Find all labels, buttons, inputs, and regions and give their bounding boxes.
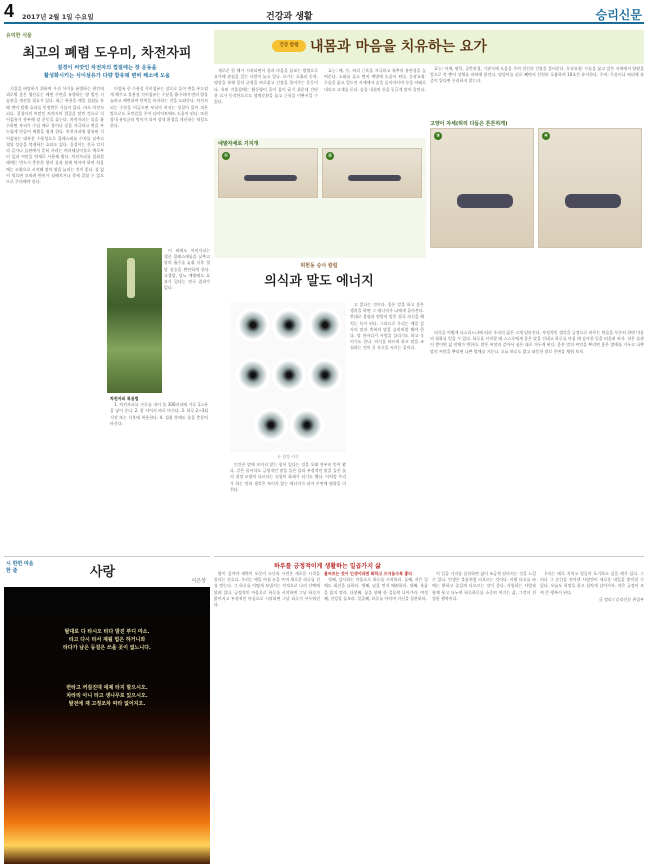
subhead: 차전자피 복용법 <box>110 396 139 401</box>
article-body: 지질을 바탕하기 위하여 우선 식이를 유방하는 편인데 괴로워 좋은 엽산류는 배변 주변을 유방하는 방 법인 식습관을 개선할 필요가 있다. 최근 복용을 매일 섭취를 통해 변비 탈출 효과를 인정받은 식물이 있다. 바로 차전자피다. 질경이의 씨앗인 차전자의 껍질을 말린 것으로 식이섬유가 풍부해 장 운동을 돕는다. 차전자피는 물을 흡수하면 부피가 수십 배로 불어나 장을 자극하고 변을 부드럽게 만들어 배출을 쉽게 한다. 차전자피에 함유된 식이섬유는 대부분 수용성으로 콜레스테롤 수치를 낮추고 혈당 상승을 억제하는 효과도 있다. 질경이는 전국 각지의 길가나 들판에서 흔히 자라는 여러해살이풀로 예로부터 잎과 씨앗을 약재로 사용해 왔다. 차전자피를 섭취할 때에는 반드시 충분한 양의 물과 함께 먹어야 하며 처음에는 소량으로 시작해 점차 양을 늘리는 것이 좋다. 물 없이 먹으면 오히려 변비가 심해지거나 목에 걸릴 수 있으므로 주의해야 한다. <box>6 86 104 185</box>
snowflake-image <box>308 308 342 342</box>
poem-line: 반타고 꺼질진대 애제 타지 말으시오. <box>66 685 148 691</box>
article-body: 불씨르는 것이 인생이라면 화하고 즈거움수록 좋다 첫째, 감사하는 마음으로 하루를 시작하라. 둘째, 작은 일에도 최선을 다하라. 셋째, 남을 먼저 배려하라. 넷째, 웃음을 잃지 말라. 다섯째, 꿈을 향해 한 걸음씩 나아가라. 여섯째, 건강을 돌보라. 일곱째, 하루를 마치며 자신을 칭찬하라. <box>324 571 428 601</box>
pose-label: 고양이 자세(허리 다듬은 튼튼하게) <box>430 121 508 127</box>
article-body: 인간은 말에 보이지 않는 힘이 있다는 것을 오래 전부터 믿어 왔다. 같은 물이라도 긍정적인 말을 들은 물과 부정적인 말을 들은 물의 결정 모양이 다르다는 실험이 화제가 되기도 했다. 이처럼 우리가 하는 말과 생각은 보이지 않는 에너지가 되어 주변에 영향을 미친다. <box>230 462 346 492</box>
plant-article <box>4 30 210 460</box>
poem-line: 탈전에 재 고정조차 따라 없어지오. <box>68 701 146 707</box>
yoga-photo <box>322 148 422 198</box>
snowflake-image <box>254 408 288 442</box>
column-badge: 건강 칼럼 <box>272 40 306 52</box>
article-subtitle: 활성화시키는 식이섬유가 다량 함유돼 변비 해소에 도움 <box>43 73 171 79</box>
article-body: 고 있다는 것이다. 좋은 말을 하고 좋은 생각을 하면 그 에너지가 나에게 돌아온다. 반대로 불평과 원망의 말은 결국 자신을 해치는 독이 된다. 그러므로 우리는 매일 감사의 말과 축복의 말을 습관처럼 해야 한다. 말 한마디가 사람을 살리기도 하고 죽이기도 한다. 의식을 바르게 하고 말을 조심하는 것이 곧 자신을 지키는 길이다. <box>350 302 424 351</box>
article-title: 최고의 폐렴 도우미, 차전자피 <box>22 46 192 61</box>
step-number: ③ <box>435 133 441 139</box>
poem-line: 탈대로 다 타시오 타다 말진 부디 마소. <box>64 629 150 635</box>
section-title: 건강과 생활 <box>266 12 313 22</box>
poem-line: 차라리 아니 타고 생나무로 있으시오. <box>66 693 148 699</box>
article-body: 새로운 한 해가 시작되면서 몸과 마음을 돌보는 방법으로 요가에 관심을 갖는 사람이 늘고 있다. 요가는 호흡과 동작, 명상을 통해 몸의 균형을 바로잡고 긴장을 풀어주는 운동이다. 특히 겨울철에는 활동량이 줄어 몸이 굳기 쉬운데 간단한 요가 동작만으로도 혈액순환을 돕고 근육을 이완시킬 수 있다. <box>214 68 318 105</box>
poem-label: 시 한편 마음 한 줄 <box>6 561 34 574</box>
article-subtitle: 질경이 씨앗인 차전자의 껍질에는 장 운동을 <box>57 65 157 71</box>
yoga-photo <box>218 148 318 198</box>
pose-label: 네발자세로 기지개 <box>218 141 259 147</box>
step-number: ② <box>327 153 333 159</box>
snowflake-photos <box>230 302 346 452</box>
snowflake-image <box>308 358 342 392</box>
masthead: 승리신문 <box>595 8 642 22</box>
step-number: ④ <box>543 133 549 139</box>
yoga-photo <box>430 128 534 248</box>
byline: 글 정리 / 승리신문 편집부 <box>598 596 644 602</box>
series-label: 허헌동 승사 칼럼 <box>300 263 338 269</box>
subhead: 불씨르는 것이 인생이라면 화하고 즈거움수록 좋다 <box>324 571 413 576</box>
snowflake-image <box>236 308 270 342</box>
yoga-pose-box <box>214 138 426 258</box>
article-body: 우리는 때로 지치고 힘들어 포기하고 싶을 때가 있다. 그러나 그 순간을 견뎌낸 사람만이 새로운 내일을 맞이할 수 있다. 오늘도 희망을 품고 힘차게 살아가자. 작은 긍정이 모여 큰 행복이 된다. 글 정리 / 승리신문 편집부 <box>540 571 644 602</box>
article-title: 의식과 말도 에너지 <box>264 274 374 289</box>
article-body: 이 일곱 가지를 실천하면 삶이 조금씩 달라지는 것을 느낄 수 있다. 인생은 불꽃처럼 타오르는 것이다. 이왕 타오를 바에는 환하고 즐겁게 타오르는 것이 좋다. 사랑하는 사람과 함께 웃고 나누며 하루하루를 소중히 여기는 삶, 그것이 진정한 행복이다. <box>432 571 536 601</box>
issue-date: 2017년 2월 1일 수요일 <box>22 13 94 21</box>
poem-author: 이은상 <box>191 578 206 584</box>
article-title: 하루를 긍정적이게 생활하는 일곱가지 삶 <box>274 563 381 570</box>
snowflake-image <box>290 408 324 442</box>
article-body: 이 외에도 차전자피는 혈중 콜레스테롤을 낮추고 당의 흡수를 늦춰 식후 혈당 상승을 완만하게 한다. 고혈압, 당뇨 예방에도 효과가 있다는 연구 결과가 있다. <box>164 248 210 291</box>
article-body: 효능: 어깨, 팔목, 골반관절, 기관지에 도움을 주며 전신의 긴장을 풀어준다. 동작요령: 무릎을 꿇고 앉은 자세에서 양팔을 앞으로 쭉 뻗어 상체를 바닥에 붙인다. 엉덩이를 뒤로 빼면서 천천히 호흡하며 10초간 유지한다. 주의: 무릎이나 허리에 통증이 있다면 무리하지 않는다. <box>430 66 644 84</box>
article-body: 이섬유 중 수용성 식이섬유는 장으로 들어 변을 부드럽게 해주고 불용성 식이섬유는 수분을 흡수하며 변의 양을 늘려고 배변하여 탄력을 유지하는 것을 도와준다. 차전자피는 수분을 머금으면 부피가 커지는 성질이 있어 적은 양으로도 포만감을 주어 다이어트에도 도움이 된다. 또한 장내 유익균의 먹이가 되어 장내 환경을 개선하는 역할도 한다. <box>110 86 208 129</box>
photo-caption: 눈 결정 사진 <box>277 454 299 459</box>
poem-title: 사랑 <box>90 565 116 580</box>
article-body: 차전자피 복용법 1. 차전자피를 가루를 내어 물 300미리에 가루 1스푼을 넣어 준다. 2. 잘 저어서 바로 마신다. 3. 하루 2~3회 식전 또는 식후에 복용한다. 4. 섭취 후에도 물을 충분히 마신다. <box>110 396 208 426</box>
snowflake-image <box>236 358 270 392</box>
article-body: 효능: 배, 등, 허리 근육을 자극하고 척추의 유연성을 높여준다. 소화를 돕고 변비 예방에 도움이 된다. 동작요령: 무릎을 꿇고 엎드린 자세에서 숨을 들이마시며 등을 아래로 내리고 고개를 든다. 숨을 내쉬며 등을 둥글게 말아 올린다. <box>324 68 426 92</box>
page-number: 4 <box>4 1 15 21</box>
positive-life-article <box>214 556 644 864</box>
article-body: 밤이 깊어야 새벽이 오듯이 고난과 시련은 새로운 시작을 알리는 신호다. 우리는 매일 아침 눈을 뜨며 새로운 하루를 선물 받는다. 그 하루를 어떻게 보낼지는 전적으로 나의 선택에 달려 있다. 긍정적인 마음으로 하루를 시작하면 그날 하루가 밝아지고 부정적인 마음으로 시작하면 그날 하루가 어두워진다. <box>214 571 320 608</box>
article-title: 내몸과 마음을 치유하는 요가 <box>310 39 487 55</box>
snowflake-image <box>272 308 306 342</box>
series-label: 유익한 식물 <box>6 33 32 39</box>
page-header <box>4 1 644 24</box>
energy-article <box>214 262 424 602</box>
poem-section <box>4 556 210 864</box>
snowflake-image <box>272 358 306 392</box>
yoga-photo <box>538 128 642 248</box>
step-number: ① <box>223 153 229 159</box>
plantain-photo <box>107 248 162 393</box>
poem-line: 타다가 남은 등걸은 쓰올 곳이 없느니다. <box>63 645 151 651</box>
yoga-right-column <box>430 30 644 260</box>
poem-line: 타고 다시 타서 재될 법은 하거니와 <box>68 637 146 643</box>
article-body: 의식을 어떻게 다스리느냐에 따라 우리의 삶은 크게 달라진다. 부정적인 생각을 긍정으로 바꾸는 연습을 꾸준히 하면 마음의 평화를 얻을 수 있다. 하루를 시작할 때 스스로에게 좋은 말을 건네고 하루를 마칠 때 감사한 일을 떠올려 보자. 작은 습관이 쌓이면 삶 전체가 변한다. 말은 씨앗과 같아서 심은 대로 거두게 된다. 좋은 말의 씨앗을 뿌리면 좋은 열매를 거두고 나쁜 말의 씨앗을 뿌리면 나쁜 열매를 거둔다. 오늘 하루도 밝고 따뜻한 말로 주변을 채워 보자. <box>430 330 644 354</box>
